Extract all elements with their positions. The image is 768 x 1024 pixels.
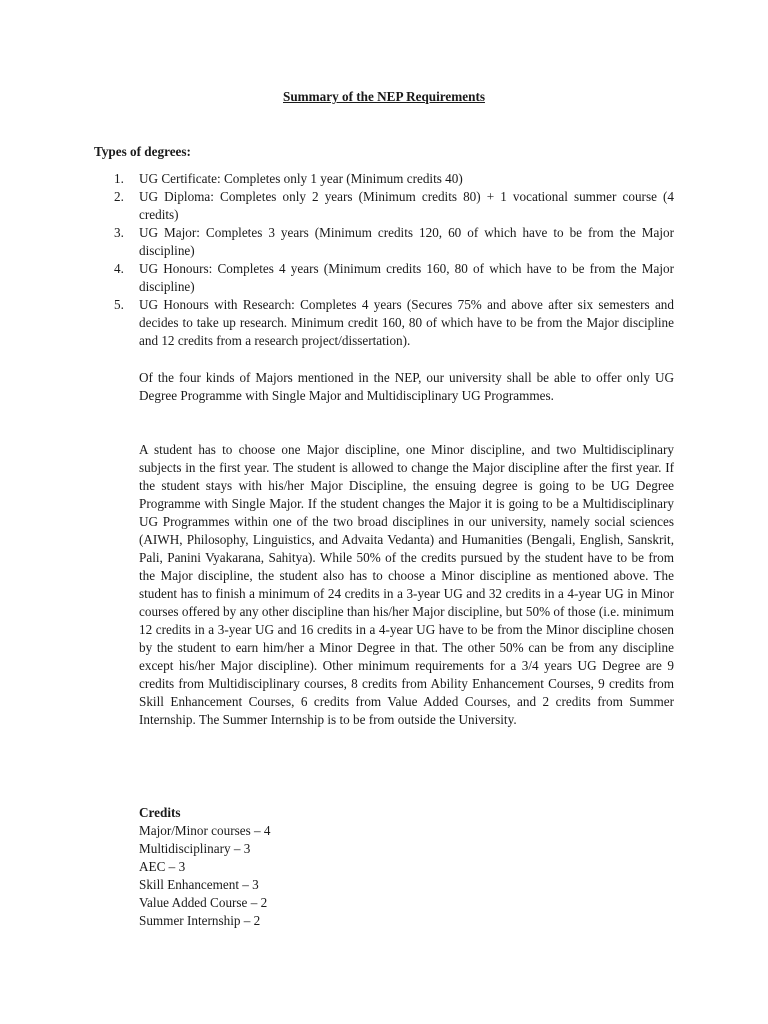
requirements-paragraph: A student has to choose one Major discipline, one Minor discipline, and two Multidisciplinary subjects in the first year. The student is allowed to change the Major discipline after the first year. If the student stays with his/her Major Discipline, the ensuing degree is going to be UG Degree Programme with Single Major. If the student changes the Major it is going to be a Multidisciplinary UG Programmes within one of the two broad disciplines in our university, namely social sciences (AIWH, Philosophy, Linguistics, and Advaita Vedanta) and Humanities (Bengali, English, Sanskrit, Pali, Panini Vyakarana, Sahitya). While 50% of the credits pursued by the student have to be from the Major discipline, the student also has to choose a Minor discipline as mentioned above. The student has to finish a minimum of 24 credits in a 3-year UG and 32 credits in a 4-year UG in Minor courses offered by any other discipline than his/her Major discipline, but 50% of those (i.e. minimum 12 credits in a 3-year UG and 16 credits in a 4-year UG have to be from the Minor discipline chosen by the student to earn him/her a Minor Degree in that. The other 50% can be from any discipline except his/her Major discipline). Other minimum requirements for a 3/4 years UG Degree are 9 credits from Multidisciplinary courses, 8 credits from Ability Enhancement Courses, 9 credits from Skill Enhancement Courses, 6 credits from Value Added Courses, and 2 credits from Summer Internship. The Summer Internship is to be from outside the University. bbox=[139, 442, 674, 727]
credit-item: Skill Enhancement – 3 bbox=[139, 877, 259, 892]
list-item bbox=[94, 188, 674, 224]
list-number: 2. bbox=[114, 189, 124, 204]
list-number: 1. bbox=[114, 171, 124, 186]
types-of-degrees-heading: Types of degrees: bbox=[94, 144, 191, 159]
list-item bbox=[94, 296, 674, 350]
document-title: Summary of the NEP Requirements bbox=[283, 89, 485, 104]
majors-paragraph: Of the four kinds of Majors mentioned in the NEP, our university shall be able to offer only UG Degree Programme with Single Major and Multidisciplinary UG Programmes. bbox=[139, 370, 674, 403]
list-number: 4. bbox=[114, 261, 124, 276]
credit-item: Multidisciplinary – 3 bbox=[139, 841, 251, 856]
credit-item: Value Added Course – 2 bbox=[139, 895, 268, 910]
credit-item: Major/Minor courses – 4 bbox=[139, 823, 271, 838]
credits-section bbox=[139, 804, 674, 930]
list-item bbox=[94, 170, 674, 188]
list-item-text: UG Honours: Completes 4 years (Minimum credits 160, 80 of which have to be from the Major discipline) bbox=[139, 261, 674, 294]
credit-item: Summer Internship – 2 bbox=[139, 913, 261, 928]
list-item bbox=[94, 224, 674, 260]
list-number: 3. bbox=[114, 225, 124, 240]
list-item-text: UG Honours with Research: Completes 4 years (Secures 75% and above after six semesters and decides to take up research. Minimum credit 160, 80 of which have to be from the Major discipline and 12 credits from a research project/dissertation). bbox=[139, 297, 674, 348]
list-item-text: UG Certificate: Completes only 1 year (Minimum credits 40) bbox=[139, 171, 463, 186]
credit-item: AEC – 3 bbox=[139, 859, 186, 874]
list-item-text: UG Major: Completes 3 years (Minimum credits 120, 60 of which have to be from the Major discipline) bbox=[139, 225, 674, 258]
list-number: 5. bbox=[114, 297, 124, 312]
credits-heading: Credits bbox=[139, 805, 181, 820]
list-item bbox=[94, 260, 674, 296]
list-item-text: UG Diploma: Completes only 2 years (Minimum credits 80) + 1 vocational summer course (4 credits) bbox=[139, 189, 674, 222]
degree-list bbox=[94, 170, 674, 350]
